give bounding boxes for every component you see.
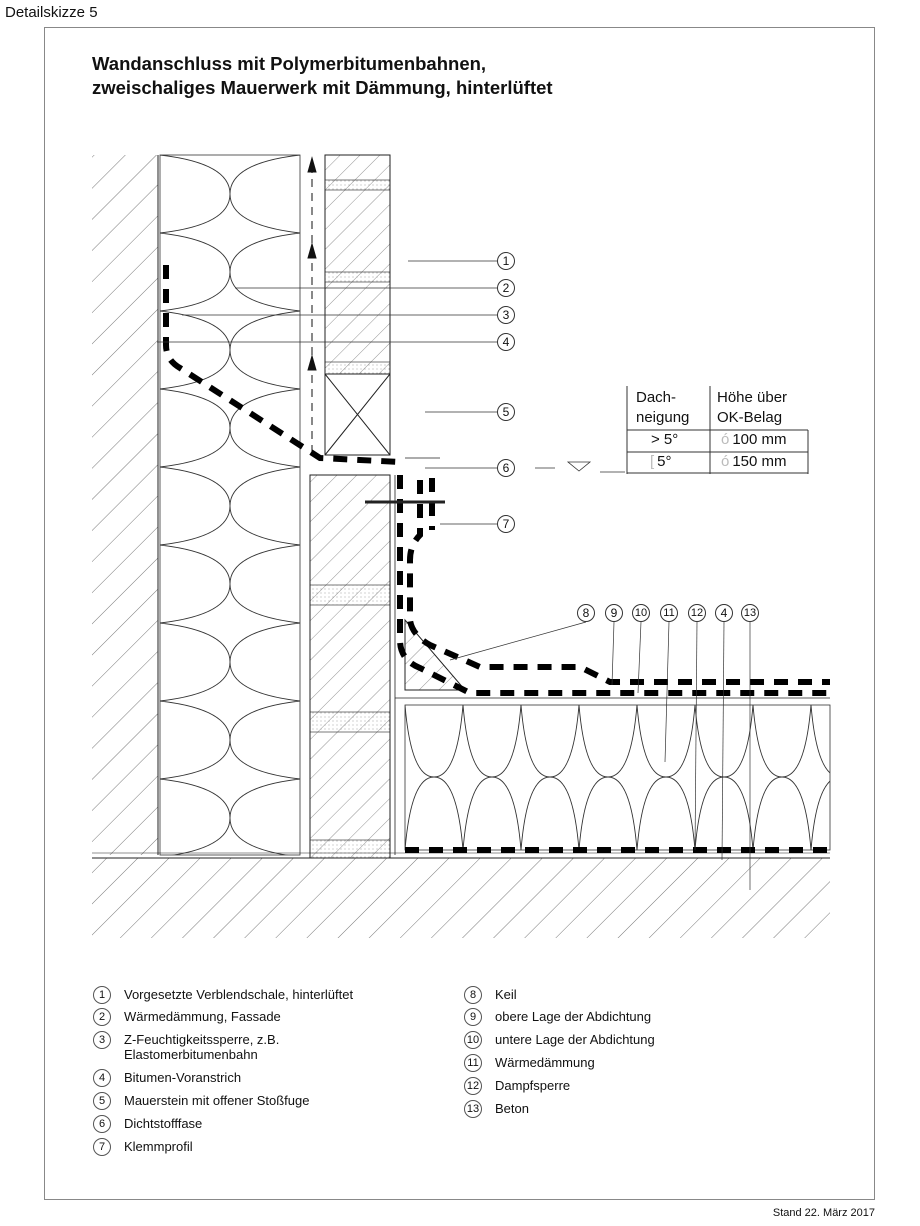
- header-text: OK-Belag: [717, 409, 783, 426]
- table-cell-hoehe-1: [721, 431, 787, 448]
- title-line-1: Wandanschluss mit Polymerbitumenbahnen,: [92, 53, 487, 74]
- legend-text: Mauerstein mit offener Stoßfuge: [124, 1093, 310, 1108]
- callout-9: 9: [605, 604, 623, 622]
- legend-text: Klemmprofil: [124, 1139, 193, 1154]
- footer-date: Stand 22. März 2017: [772, 1207, 875, 1219]
- callout-12: 12: [688, 604, 706, 622]
- legend-text: obere Lage der Abdichtung: [495, 1009, 652, 1024]
- legend-text: Dichtstofffase: [124, 1116, 203, 1131]
- legend-text: Keil: [495, 987, 517, 1002]
- table-cell-neigung-2: [650, 453, 672, 470]
- legend-text: Wärmedämmung, Fassade: [124, 1009, 281, 1024]
- cell-text: 100 mm: [732, 431, 787, 448]
- legend-item: [464, 987, 517, 1004]
- legend-item: [464, 1101, 529, 1118]
- callout-1: 1: [497, 252, 515, 270]
- symbol: ó: [721, 453, 730, 470]
- ventilation-arrows: [308, 158, 316, 455]
- title-line-2: zweischaliges Mauerwerk mit Dämmung, hinterlüftet: [92, 77, 553, 98]
- symbol: [: [650, 453, 655, 470]
- header-text: Höhe über: [717, 389, 788, 406]
- callout-10: 10: [632, 604, 650, 622]
- legend-number: 12: [464, 1077, 482, 1095]
- legend-item: [93, 987, 353, 1004]
- legend-number: 5: [93, 1092, 111, 1110]
- legend-item: [464, 1032, 655, 1049]
- legend-text: Vorgesetzte Verblendschale, hinterlüftet: [124, 987, 354, 1002]
- roof-insulation: [405, 705, 830, 850]
- legend-number: 6: [93, 1115, 111, 1133]
- legend-number: 9: [464, 1008, 482, 1026]
- cell-text: 150 mm: [732, 453, 787, 470]
- legend-text: Wärmedämmung: [495, 1055, 595, 1070]
- cell-text: > 5°: [651, 431, 679, 448]
- legend-item: [93, 1116, 202, 1133]
- callout-7: 7: [497, 515, 515, 533]
- legend-item: [93, 1070, 241, 1087]
- callout-4b: 4: [715, 604, 733, 622]
- legend-text: untere Lage der Abdichtung: [495, 1032, 655, 1047]
- legend-number: 13: [464, 1100, 482, 1118]
- legend-item: [464, 1055, 595, 1072]
- header-text: Dach-: [636, 389, 677, 406]
- legend-text: Z-Feuchtigkeitssperre, z.B.: [124, 1032, 280, 1047]
- callout-2: 2: [497, 279, 515, 297]
- callout-5: 5: [497, 403, 515, 421]
- level-marker-icon: [568, 462, 625, 472]
- legend-number: 2: [93, 1008, 111, 1026]
- cell-text: 5°: [657, 453, 672, 470]
- callout-4: 4: [497, 333, 515, 351]
- legend-number: 1: [93, 986, 111, 1004]
- legend-item: [464, 1078, 570, 1095]
- callout-8: 8: [577, 604, 595, 622]
- inner-brick-wall: [310, 475, 390, 858]
- table-header-neigung: [636, 388, 689, 428]
- legend-item: [93, 1139, 193, 1156]
- callout-3: 3: [497, 306, 515, 324]
- header-text: neigung: [636, 409, 690, 426]
- legend-text: Bitumen-Voranstrich: [124, 1070, 242, 1085]
- concrete-slab: [92, 858, 830, 938]
- legend-item: [93, 1009, 281, 1026]
- legend-number: 11: [464, 1054, 482, 1072]
- sheet-label: Detailskizze 5: [5, 4, 98, 21]
- legend-number: 3: [93, 1031, 111, 1049]
- table-cell-neigung-1: [648, 431, 678, 448]
- legend-item: [464, 1009, 651, 1026]
- table-cell-hoehe-2: [721, 453, 787, 470]
- legend-text: Elastomerbitumenbahn: [124, 1047, 258, 1062]
- symbol: ó: [721, 431, 730, 448]
- legend-item: [93, 1032, 279, 1062]
- legend-number: 7: [93, 1138, 111, 1156]
- legend-item: [93, 1093, 309, 1110]
- legend-text: Beton: [495, 1101, 529, 1116]
- legend-number: 4: [93, 1069, 111, 1087]
- concrete-wall: [92, 155, 158, 855]
- legend-text: Dampfsperre: [495, 1078, 571, 1093]
- table-header-hoehe: [717, 388, 787, 428]
- facade-insulation: [160, 155, 300, 855]
- callout-13: 13: [741, 604, 759, 622]
- outer-brick-leaf: [325, 155, 390, 455]
- legend-number: 8: [464, 986, 482, 1004]
- callout-6: 6: [497, 459, 515, 477]
- callout-11: 11: [660, 604, 678, 622]
- legend-number: 10: [464, 1031, 482, 1049]
